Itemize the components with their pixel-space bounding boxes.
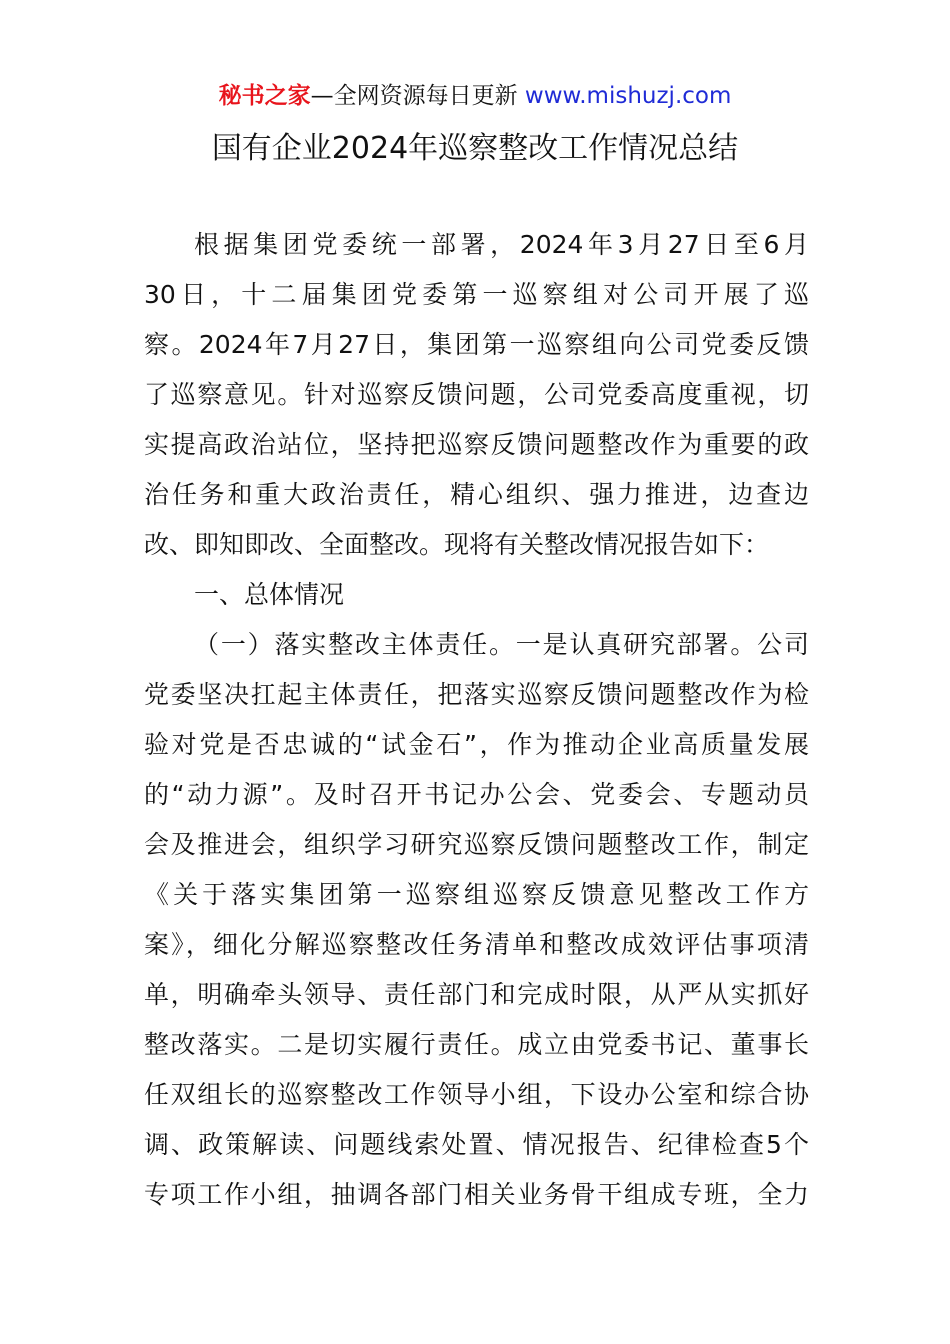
- body-line: 专项工作小组，抽调各部门相关业务骨干组成专班，全力: [144, 1180, 809, 1209]
- body-line: 会及推进会，组织学习研究巡察反馈问题整改工作，制定: [144, 830, 809, 859]
- body-line: 实提高政治站位，坚持把巡察反馈问题整改作为重要的政: [144, 430, 809, 459]
- document-title: 国有企业2024年巡察整改工作情况总结: [211, 131, 739, 166]
- body-line: 单，明确牵头领导、责任部门和完成时限，从严从实抓好: [144, 980, 809, 1009]
- body-line: 察。2024年7月27日，集团第一巡察组向公司党委反馈: [144, 330, 809, 359]
- body-line: 整改落实。二是切实履行责任。成立由党委书记、董事长: [144, 1030, 809, 1059]
- site-header: [0, 80, 950, 112]
- body-line: 验对党是否忠诚的“试金石”，作为推动企业高质量发展: [144, 730, 809, 759]
- body-line: 任双组长的巡察整改工作领导小组，下设办公室和综合协: [144, 1080, 809, 1109]
- brand-name: 秘书之家: [218, 83, 311, 109]
- body-line: 治任务和重大政治责任，精心组织、强力推进，边查边: [144, 480, 809, 509]
- body-line: 案》，细化分解巡察整改任务清单和整改成效评估事项清: [144, 930, 809, 959]
- body-line: 根据集团党委统一部署，2024年3月27日至6月: [194, 230, 809, 259]
- body-line: 了巡察意见。针对巡察反馈问题，公司党委高度重视，切: [144, 380, 809, 409]
- body-line: 调、政策解读、问题线索处置、情况报告、纪律检查5个: [144, 1130, 809, 1159]
- body-line: 改、即知即改、全面整改。现将有关整改情况报告如下：: [144, 530, 770, 559]
- document-body: [144, 220, 809, 1220]
- body-line: 《关于落实集团第一巡察组巡察反馈意见整改工作方: [144, 880, 809, 909]
- site-url-link[interactable]: www.mishuzj.com: [517, 83, 732, 109]
- body-line: 30日，十二届集团党委第一巡察组对公司开展了巡: [144, 280, 809, 309]
- body-line: （一）落实整改主体责任。一是认真研究部署。公司: [194, 630, 809, 659]
- body-line: 党委坚决扛起主体责任，把落实巡察反馈问题整改作为检: [144, 680, 809, 709]
- body-line: 的“动力源”。及时召开书记办公会、党委会、专题动员: [144, 780, 809, 809]
- header-tagline: —全网资源每日更新: [310, 83, 518, 109]
- section-heading: 一、总体情况: [194, 580, 345, 609]
